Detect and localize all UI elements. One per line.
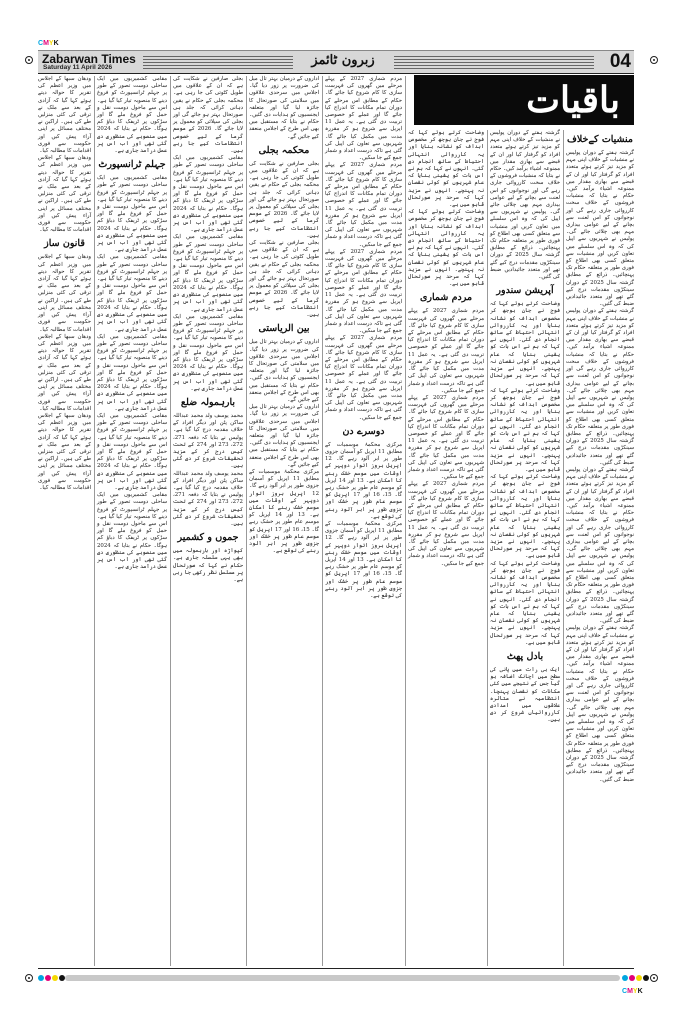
gray-color-bar [65, 975, 620, 981]
page-number: 04 [609, 51, 631, 72]
article-body: مقامی کشمیریوں میں ایک ساحلی دوست تصور کے طور پر جہلم ٹرانسپورٹ کو فروغ دینے کا منصوبہ تیار کیا گیا ہے۔ اس سے ماحول دوست نقل و حمل کو فروغ ملے گا اور سڑکوں پر ٹریفک کا دباؤ کم ہوگا۔ حکام نے بتایا کہ 2024 میں منصوبے کی منظوری دی گئی تھی اور اب اس پر عمل درآمد جاری ہے۔ [173, 234, 243, 313]
article-heading: بارہمولہ ضلع [180, 396, 236, 408]
article-column [249, 76, 319, 555]
article-heading: مردم شماری [419, 292, 473, 304]
article-body: ودھان سبھا کے اجلاس میں وزیر اعظم کی تقریر کا حوالہ دیتے ہوئے کہا گیا کہ آزادی کے بعد سے ملک نے ترقی کی کئی منزلیں طے کی ہیں۔ اراکین نے مختلف مسائل پر اپنی آراء پیش کیں اور حکومت سے فوری اقدامات کا مطالبہ کیا۔ [38, 333, 91, 412]
article-heading: دوسرے دن [342, 425, 385, 437]
color-swatch-cyan [622, 975, 628, 981]
article-body: ودھان سبھا کے اجلاس میں وزیر اعظم کی تقریر کا حوالہ دیتے ہوئے کہا گیا کہ آزادی کے بعد سے ملک نے ترقی کی کئی منزلیں طے کی ہیں۔ اراکین نے مختلف مسائل پر اپنی آراء پیش کیں اور حکومت سے فوری اقدامات کا مطالبہ کیا۔ [38, 412, 91, 491]
registration-mark-bottom-left [25, 974, 33, 982]
article-body: ودھان سبھا کے اجلاس میں وزیر اعظم کی تقریر کا حوالہ دیتے ہوئے کہا گیا کہ آزادی کے بعد سے ملک نے ترقی کی کئی منزلیں طے کی ہیں۔ اراکین نے مختلف مسائل پر اپنی آراء پیش کیں اور حکومت سے فوری اقدامات کا مطالبہ کیا۔ [38, 254, 91, 333]
article-body: ایک ہی رات میں پانی کی سطح میں اچانک اضافہ ہو گیا جس کے نتیجے میں کئی مکانات کو نقصان پہنچا۔ انتظامیہ نے متاثرہ علاقوں میں امدادی کارروائیاں شروع کر دی ہیں۔ [490, 667, 560, 724]
color-swatch-black [643, 975, 649, 981]
article-heading: بادل پھٹ [506, 651, 544, 663]
cmyk-k: K [53, 40, 59, 47]
cmyk-k: K [637, 988, 643, 995]
article-body: مردم شماری 2027 کے پہلے مرحلے میں گھروں کی فہرست سازی کا کام شروع کیا جائے گا۔ حکام کے مطابق اس مرحلے کے دوران تمام مکانات کا اندراج کیا جائے گا اور عملے کو خصوصی تربیت دی گئی ہے۔ یہ عمل 11 اپریل سے شروع ہو کر مقررہ مدت میں مکمل کیا جائے گا۔ شہریوں سے تعاون کی اپیل کی گئی ہے تاکہ درست اعداد و شمار جمع کیے جا سکیں۔ [325, 248, 402, 335]
article-column [173, 76, 243, 584]
article-body: مردم شماری 2027 کے پہلے مرحلے میں گھروں کی فہرست سازی کا کام شروع کیا جائے گا۔ حکام کے مطابق اس مرحلے کے دوران تمام مکانات کا اندراج کیا جائے گا اور عملے کو خصوصی تربیت دی گئی ہے۔ یہ عمل 11 اپریل سے شروع ہو کر مقررہ مدت میں مکمل کیا جائے گا۔ شہریوں سے تعاون کی اپیل کی گئی ہے تاکہ درست اعداد و شمار جمع کیے جا سکیں۔ [408, 308, 484, 394]
article-body: بجلی صارفین نے شکایت کی ہے کہ ان کے علاقوں میں طویل کٹوتی کی جا رہی ہے۔ محکمہ بجلی کے حکام نے یقین دہانی کرائی کہ جلد ہی صورتحال بہتر ہو جائے گی اور بجلی کی سپلائی کو معمول پر لایا جائے گا۔ 2026 کے موسم گرما کے لیے خصوصی انتظامات کیے جا رہے ہیں۔ [249, 160, 319, 239]
registration-mark-top-right [650, 56, 658, 64]
article-body: وضاحت کرتے ہوئے کہا کہ فوج نے جان بوجھ کر مخصوص اہداف کو نشانہ بنایا اور یہ کارروائی انتہائی احتیاط کے ساتھ انجام دی گئی۔ انہوں نے کہا کہ ہم نے اس بات کو یقینی بنایا کہ عام شہریوں کو کوئی نقصان نہ پہنچے۔ انہوں نے مزید کہا کہ سرحد پر صورتحال قابو میں ہے۔ [408, 209, 484, 288]
article-body: ودھان سبھا کے اجلاس میں وزیر اعظم کی تقریر کا حوالہ دیتے ہوئے کہا گیا کہ آزادی کے بعد سے ملک نے ترقی کی کئی منزلیں طے کی ہیں۔ اراکین نے مختلف مسائل پر اپنی آراء پیش کیں اور حکومت سے فوری اقدامات کا مطالبہ کیا۔ [38, 76, 91, 155]
column-divider [563, 130, 564, 966]
article-body: وضاحت کرتے ہوئے کہا کہ فوج نے جان بوجھ کر مخصوص اہداف کو نشانہ بنایا اور یہ کارروائی انتہائی احتیاط کے ساتھ انجام دی گئی۔ انہوں نے کہا کہ ہم نے اس بات کو یقینی بنایا کہ عام شہریوں کو کوئی نقصان نہ پہنچے۔ انہوں نے مزید کہا کہ سرحد پر صورتحال قابو میں ہے۔ [490, 560, 560, 646]
article-heading: جہلم ٹرانسپورٹ [98, 159, 166, 171]
article-heading: محکمہ بجلی [258, 144, 310, 156]
article-body: بجلی صارفین نے شکایت کی ہے کہ ان کے علاقوں میں طویل کٹوتی کی جا رہی ہے۔ محکمہ بجلی کے حکام نے یقین دہانی کرائی کہ جلد ہی صورتحال بہتر ہو جائے گی اور بجلی کی سپلائی کو معمول پر لایا جائے گا۔ 2026 کے موسم گرما کے لیے خصوصی انتظامات کیے جا رہے ہیں۔ [173, 76, 243, 155]
article-body: مرکزی محکمۂ موسمیات کے مطابق 11 اپریل کو آسمان جزوی طور پر ابر آلود رہے گا۔ 12 اپریل بروز اتوار دوپہر کے اوقات میں موسم خشک رہنے کا امکان ہے۔ 13 اور 14 اپریل کو موسم عام طور پر خشک رہے گا۔ 15، 16 اور 17 اپریل کو موسم عام طور پر خشک اور جزوی طور پر ابر آلود رہنے کی توقع ہے۔ [325, 520, 402, 600]
cmyk-c: C [38, 40, 44, 47]
cmyk-m: M [627, 988, 633, 995]
column-divider [170, 76, 171, 966]
brand-name: Zabarwan Times [42, 52, 136, 66]
decorative-lines-left [143, 56, 293, 70]
footer-rule [38, 968, 634, 969]
article-body: مردم شماری 2027 کے پہلے مرحلے میں گھروں کی فہرست سازی کا کام شروع کیا جائے گا۔ حکام کے مطابق اس مرحلے کے دوران تمام مکانات کا اندراج کیا جائے گا اور عملے کو خصوصی تربیت دی گئی ہے۔ یہ عمل 11 اپریل سے شروع ہو کر مقررہ مدت میں مکمل کیا جائے گا۔ شہریوں سے تعاون کی اپیل کی گئی ہے تاکہ درست اعداد و شمار جمع کیے جا سکیں۔ [325, 335, 402, 421]
article-body: وضاحت کرتے ہوئے کہا کہ فوج نے جان بوجھ کر مخصوص اہداف کو نشانہ بنایا اور یہ کارروائی انتہائی احتیاط کے ساتھ انجام دی گئی۔ انہوں نے کہا کہ ہم نے اس بات کو یقینی بنایا کہ عام شہریوں کو کوئی نقصان نہ پہنچے۔ انہوں نے مزید کہا کہ سرحد پر صورتحال قابو میں ہے۔ [490, 301, 560, 387]
article-body: اداروں کے درمیان بہتر تال میل کی ضرورت پر زور دیا گیا۔ اجلاس میں سرحدی علاقوں میں سلامتی کی صورتحال کا جائزہ لیا گیا اور متعلقہ ایجنسیوں کو ہدایات دی گئیں۔ حکام نے بتایا کہ مستقبل میں بھی اس طرح کے اجلاس منعقد کیے جائیں گے۔ [249, 76, 319, 140]
article-body: گرشتہ ہفتے کے دوران پولیس نے منشیات کے خلاف اپنی مہم کو مزید تیز کرتے ہوئے متعدد افراد کو گرفتار کیا اور ان کے قبضے سے بھاری مقدار میں ممنوعہ اشیاء برآمد کیں۔ حکام نے بتایا کہ منشیات فروشوں کے خلاف سخت کارروائی جاری رہے گی اور نوجوانوں کو اس لعنت سے بچانے کے لیے عوامی بیداری مہم بھی چلائی جائے گی۔ پولیس نے شہریوں سے اپیل کی کہ وہ اس سلسلے میں تعاون کریں اور منشیات سے متعلق کسی بھی اطلاع کو فوری طور پر متعلقہ حکام تک پہنچائیں۔ ذرائع کے مطابق گزشتہ سال 2025 کے دوران سینکڑوں مقدمات درج کیے گئے تھے اور متعدد جائیدادیں ضبط کی گئیں۔ [566, 466, 634, 625]
article-body: مرکزی محکمۂ موسمیات کے مطابق 11 اپریل کو آسمان جزوی طور پر ابر آلود رہے گا۔ 12 اپریل بروز اتوار دوپہر کے اوقات میں موسم خشک رہنے کا امکان ہے۔ 13 اور 14 اپریل کو موسم عام طور پر خشک رہے گا۔ 15، 16 اور 17 اپریل کو موسم عام طور پر خشک اور جزوی طور پر ابر آلود رہنے کی توقع ہے۔ [249, 468, 319, 555]
cmyk-label-top [38, 40, 59, 47]
color-swatch-magenta [45, 975, 51, 981]
article-body: مقامی کشمیریوں میں ایک ساحلی دوست تصور کے طور پر جہلم ٹرانسپورٹ کو فروغ دینے کا منصوبہ تیار کیا گیا ہے۔ اس سے ماحول دوست نقل و حمل کو فروغ ملے گا اور سڑکوں پر ٹریفک کا دباؤ کم ہوگا۔ حکام نے بتایا کہ 2024 میں منصوبے کی منظوری دی گئی تھی اور اب اس پر عمل درآمد جاری ہے۔ [97, 175, 167, 254]
column-divider [322, 76, 323, 966]
article-body: مردم شماری 2027 کے پہلے مرحلے میں گھروں کی فہرست سازی کا کام شروع کیا جائے گا۔ حکام کے مطابق اس مرحلے کے دوران تمام مکانات کا اندراج کیا جائے گا اور عملے کو خصوصی تربیت دی گئی ہے۔ یہ عمل 11 اپریل سے شروع ہو کر مقررہ مدت میں مکمل کیا جائے گا۔ شہریوں سے تعاون کی اپیل کی گئی ہے تاکہ درست اعداد و شمار جمع کیے جا سکیں۔ [325, 76, 402, 162]
cmyk-m: M [43, 40, 49, 47]
color-swatch-cyan [38, 975, 44, 981]
article-body: مقامی کشمیریوں میں ایک ساحلی دوست تصور کے طور پر جہلم ٹرانسپورٹ کو فروغ دینے کا منصوبہ تیار کیا گیا ہے۔ اس سے ماحول دوست نقل و حمل کو فروغ ملے گا اور سڑکوں پر ٹریفک کا دباؤ کم ہوگا۔ حکام نے بتایا کہ 2024 میں منصوبے کی منظوری دی گئی تھی اور اب اس پر عمل درآمد جاری ہے۔ [173, 155, 243, 234]
article-body: مقامی کشمیریوں میں ایک ساحلی دوست تصور کے طور پر جہلم ٹرانسپورٹ کو فروغ دینے کا منصوبہ تیار کیا گیا ہے۔ اس سے ماحول دوست نقل و حمل کو فروغ ملے گا اور سڑکوں پر ٹریفک کا دباؤ کم ہوگا۔ حکام نے بتایا کہ 2024 میں منصوبے کی منظوری دی گئی تھی اور اب اس پر عمل درآمد جاری ہے۔ [97, 492, 167, 571]
decorative-lines-right [394, 56, 594, 70]
registration-mark-bottom-right [650, 974, 658, 982]
column-divider [487, 130, 488, 966]
article-body: ودھان سبھا کے اجلاس میں وزیر اعظم کی تقریر کا حوالہ دیتے ہوئے کہا گیا کہ آزادی کے بعد سے ملک نے ترقی کی کئی منزلیں طے کی ہیں۔ اراکین نے مختلف مسائل پر اپنی آراء پیش کیں اور حکومت سے فوری اقدامات کا مطالبہ کیا۔ [38, 155, 91, 234]
issue-date: Saturday 11 April 2026 [43, 64, 113, 71]
masthead [38, 50, 634, 73]
color-swatch-magenta [629, 975, 635, 981]
article-body: مقامی کشمیریوں میں ایک ساحلی دوست تصور کے طور پر جہلم ٹرانسپورٹ کو فروغ دینے کا منصوبہ تیار کیا گیا ہے۔ اس سے ماحول دوست نقل و حمل کو فروغ ملے گا اور سڑکوں پر ٹریفک کا دباؤ کم ہوگا۔ حکام نے بتایا کہ 2024 میں منصوبے کی منظوری دی گئی تھی اور اب اس پر عمل درآمد جاری ہے۔ [97, 412, 167, 491]
header-rule [38, 73, 634, 74]
article-column [325, 76, 402, 600]
article-body: وضاحت کرتے ہوئے کہا کہ فوج نے جان بوجھ کر مخصوص اہداف کو نشانہ بنایا اور یہ کارروائی انتہائی احتیاط کے ساتھ انجام دی گئی۔ انہوں نے کہا کہ ہم نے اس بات کو یقینی بنایا کہ عام شہریوں کو کوئی نقصان نہ پہنچے۔ انہوں نے مزید کہا کہ سرحد پر صورتحال قابو میں ہے۔ [490, 387, 560, 473]
article-body: مردم شماری 2027 کے پہلے مرحلے میں گھروں کی فہرست سازی کا کام شروع کیا جائے گا۔ حکام کے مطابق اس مرحلے کے دوران تمام مکانات کا اندراج کیا جائے گا اور عملے کو خصوصی تربیت دی گئی ہے۔ یہ عمل 11 اپریل سے شروع ہو کر مقررہ مدت میں مکمل کیا جائے گا۔ شہریوں سے تعاون کی اپیل کی گئی ہے تاکہ درست اعداد و شمار جمع کیے جا سکیں۔ [325, 162, 402, 248]
cmyk-y: Y [48, 40, 54, 47]
article-body: مردم شماری 2027 کے پہلے مرحلے میں گھروں کی فہرست سازی کا کام شروع کیا جائے گا۔ حکام کے مطابق اس مرحلے کے دوران تمام مکانات کا اندراج کیا جائے گا اور عملے کو خصوصی تربیت دی گئی ہے۔ یہ عمل 11 اپریل سے شروع ہو کر مقررہ مدت میں مکمل کیا جائے گا۔ شہریوں سے تعاون کی اپیل کی گئی ہے تاکہ درست اعداد و شمار جمع کیے جا سکیں۔ [408, 394, 484, 481]
column-divider [246, 76, 247, 966]
article-body: کپواڑہ اور بارہمولہ میں بھی یہی سلسلہ جاری ہے۔ حکام نے کہا کہ صورتحال پر مسلسل نظر رکھی جا رہی ہے۔ [173, 548, 243, 583]
cmyk-label-bottom [622, 988, 643, 995]
article-column [38, 76, 91, 492]
article-column [97, 76, 167, 571]
registration-mark-top-left [25, 56, 33, 64]
column-divider [405, 76, 406, 966]
article-body: محمد یوسف ولد محمد عبداللہ ساکن پٹن اور دیگر افراد کے خلاف مقدمہ درج کیا گیا ہے۔ پولیس نے بتایا کہ دفعہ 271، 272، 273 اور 274 کے تحت کیس درج کر کے مزید تحقیقات شروع کر دی گئی ہیں۔ [173, 470, 243, 527]
article-heading: بین الریاستی [258, 323, 310, 335]
article-body: مردم شماری 2027 کے پہلے مرحلے میں گھروں کی فہرست سازی کا کام شروع کیا جائے گا۔ حکام کے مطابق اس مرحلے کے دوران تمام مکانات کا اندراج کیا جائے گا اور عملے کو خصوصی تربیت دی گئی ہے۔ یہ عمل 11 اپریل سے شروع ہو کر مقررہ مدت میں مکمل کیا جائے گا۔ شہریوں سے تعاون کی اپیل کی گئی ہے تاکہ درست اعداد و شمار جمع کیے جا سکیں۔ [408, 481, 484, 567]
article-heading: منشیات کےخلاف [567, 134, 633, 145]
article-body: اداروں کے درمیان بہتر تال میل کی ضرورت پر زور دیا گیا۔ اجلاس میں سرحدی علاقوں میں سلامتی کی صورتحال کا جائزہ لیا گیا اور متعلقہ ایجنسیوں کو ہدایات دی گئیں۔ حکام نے بتایا کہ مستقبل میں بھی اس طرح کے اجلاس منعقد کیے جائیں گے۔ [249, 339, 319, 403]
article-body: گرشتہ ہفتے کے دوران پولیس نے منشیات کے خلاف اپنی مہم کو مزید تیز کرتے ہوئے متعدد افراد کو گرفتار کیا اور ان کے قبضے سے بھاری مقدار میں ممنوعہ اشیاء برآمد کیں۔ حکام نے بتایا کہ منشیات فروشوں کے خلاف سخت کارروائی جاری رہے گی اور نوجوانوں کو اس لعنت سے بچانے کے لیے عوامی بیداری مہم بھی چلائی جائے گی۔ پولیس نے شہریوں سے اپیل کی کہ وہ اس سلسلے میں تعاون کریں اور منشیات سے متعلق کسی بھی اطلاع کو فوری طور پر متعلقہ حکام تک پہنچائیں۔ ذرائع کے مطابق گزشتہ سال 2025 کے دوران سینکڑوں مقدمات درج کیے گئے تھے اور متعدد جائیدادیں ضبط کی گئیں۔ [566, 308, 634, 466]
article-column [408, 130, 484, 568]
cmyk-y: Y [632, 988, 638, 995]
article-body: گرشتہ ہفتے کے دوران پولیس نے منشیات کے خلاف اپنی مہم کو مزید تیز کرتے ہوئے متعدد افراد کو گرفتار کیا اور ان کے قبضے سے بھاری مقدار میں ممنوعہ اشیاء برآمد کیں۔ حکام نے بتایا کہ منشیات فروشوں کے خلاف سخت کارروائی جاری رہے گی اور نوجوانوں کو اس لعنت سے بچانے کے لیے عوامی بیداری مہم بھی چلائی جائے گی۔ پولیس نے شہریوں سے اپیل کی کہ وہ اس سلسلے میں تعاون کریں اور منشیات سے متعلق کسی بھی اطلاع کو فوری طور پر متعلقہ حکام تک پہنچائیں۔ ذرائع کے مطابق گزشتہ سال 2025 کے دوران سینکڑوں مقدمات درج کیے گئے تھے اور متعدد جائیدادیں ضبط کی گئیں۔ [566, 150, 634, 308]
color-swatch-yellow [636, 975, 642, 981]
article-body: محمد یوسف ولد محمد عبداللہ ساکن پٹن اور دیگر افراد کے خلاف مقدمہ درج کیا گیا ہے۔ پولیس نے بتایا کہ دفعہ 271، 272، 273 اور 274 کے تحت کیس درج کر کے مزید تحقیقات شروع کر دی گئی ہیں۔ [173, 412, 243, 470]
article-body: مقامی کشمیریوں میں ایک ساحلی دوست تصور کے طور پر جہلم ٹرانسپورٹ کو فروغ دینے کا منصوبہ تیار کیا گیا ہے۔ اس سے ماحول دوست نقل و حمل کو فروغ ملے گا اور سڑکوں پر ٹریفک کا دباؤ کم ہوگا۔ حکام نے بتایا کہ 2024 میں منصوبے کی منظوری دی گئی تھی اور اب اس پر عمل درآمد جاری ہے۔ [97, 76, 167, 155]
article-column [566, 130, 634, 784]
article-column [490, 130, 560, 725]
article-body: مقامی کشمیریوں میں ایک ساحلی دوست تصور کے طور پر جہلم ٹرانسپورٹ کو فروغ دینے کا منصوبہ تیار کیا گیا ہے۔ اس سے ماحول دوست نقل و حمل کو فروغ ملے گا اور سڑکوں پر ٹریفک کا دباؤ کم ہوگا۔ حکام نے بتایا کہ 2024 میں منصوبے کی منظوری دی گئی تھی اور اب اس پر عمل درآمد جاری ہے۔ [97, 333, 167, 412]
article-body: بجلی صارفین نے شکایت کی ہے کہ ان کے علاقوں میں طویل کٹوتی کی جا رہی ہے۔ محکمہ بجلی کے حکام نے یقین دہانی کرائی کہ جلد ہی صورتحال بہتر ہو جائے گی اور بجلی کی سپلائی کو معمول پر لایا جائے گا۔ 2026 کے موسم گرما کے لیے خصوصی انتظامات کیے جا رہے ہیں۔ [249, 240, 319, 319]
article-body: گرشتہ ہفتے کے دوران پولیس نے منشیات کے خلاف اپنی مہم کو مزید تیز کرتے ہوئے متعدد افراد کو گرفتار کیا اور ان کے قبضے سے بھاری مقدار میں ممنوعہ اشیاء برآمد کیں۔ حکام نے بتایا کہ منشیات فروشوں کے خلاف سخت کارروائی جاری رہے گی اور نوجوانوں کو اس لعنت سے بچانے کے لیے عوامی بیداری مہم بھی چلائی جائے گی۔ پولیس نے شہریوں سے اپیل کی کہ وہ اس سلسلے میں تعاون کریں اور منشیات سے متعلق کسی بھی اطلاع کو فوری طور پر متعلقہ حکام تک پہنچائیں۔ ذرائع کے مطابق گزشتہ سال 2025 کے دوران سینکڑوں مقدمات درج کیے گئے تھے اور متعدد جائیدادیں ضبط کی گئیں۔ [490, 130, 560, 281]
cmyk-c: C [622, 988, 628, 995]
article-body: مقامی کشمیریوں میں ایک ساحلی دوست تصور کے طور پر جہلم ٹرانسپورٹ کو فروغ دینے کا منصوبہ تیار کیا گیا ہے۔ اس سے ماحول دوست نقل و حمل کو فروغ ملے گا اور سڑکوں پر ٹریفک کا دباؤ کم ہوگا۔ حکام نے بتایا کہ 2024 میں منصوبے کی منظوری دی گئی تھی اور اب اس پر عمل درآمد جاری ہے۔ [97, 254, 167, 333]
article-heading: آپریشن سندور [496, 285, 554, 297]
column-divider [94, 76, 95, 966]
article-body: گرشتہ ہفتے کے دوران پولیس نے منشیات کے خلاف اپنی مہم کو مزید تیز کرتے ہوئے متعدد افراد کو گرفتار کیا اور ان کے قبضے سے بھاری مقدار میں ممنوعہ اشیاء برآمد کیں۔ حکام نے بتایا کہ منشیات فروشوں کے خلاف سخت کارروائی جاری رہے گی اور نوجوانوں کو اس لعنت سے بچانے کے لیے عوامی بیداری مہم بھی چلائی جائے گی۔ پولیس نے شہریوں سے اپیل کی کہ وہ اس سلسلے میں تعاون کریں اور منشیات سے متعلق کسی بھی اطلاع کو فوری طور پر متعلقہ حکام تک پہنچائیں۔ ذرائع کے مطابق گزشتہ سال 2025 کے دوران سینکڑوں مقدمات درج کیے گئے تھے اور متعدد جائیدادیں ضبط کی گئیں۔ [566, 625, 634, 783]
article-body: وضاحت کرتے ہوئے کہا کہ فوج نے جان بوجھ کر مخصوص اہداف کو نشانہ بنایا اور یہ کارروائی انتہائی احتیاط کے ساتھ انجام دی گئی۔ انہوں نے کہا کہ ہم نے اس بات کو یقینی بنایا کہ عام شہریوں کو کوئی نقصان نہ پہنچے۔ انہوں نے مزید کہا کہ سرحد پر صورتحال قابو میں ہے۔ [490, 474, 560, 560]
article-body: مرکزی محکمۂ موسمیات کے مطابق 11 اپریل کو آسمان جزوی طور پر ابر آلود رہے گا۔ 12 اپریل بروز اتوار دوپہر کے اوقات میں موسم خشک رہنے کا امکان ہے۔ 13 اور 14 اپریل کو موسم عام طور پر خشک رہے گا۔ 15، 16 اور 17 اپریل کو موسم عام طور پر خشک اور جزوی طور پر ابر آلود رہنے کی توقع ہے۔ [325, 441, 402, 520]
article-body: وضاحت کرتے ہوئے کہا کہ فوج نے جان بوجھ کر مخصوص اہداف کو نشانہ بنایا اور یہ کارروائی انتہائی احتیاط کے ساتھ انجام دی گئی۔ انہوں نے کہا کہ ہم نے اس بات کو یقینی بنایا کہ عام شہریوں کو کوئی نقصان نہ پہنچے۔ انہوں نے مزید کہا کہ سرحد پر صورتحال قابو میں ہے۔ [408, 130, 484, 209]
article-heading: قانون ساز [44, 238, 85, 250]
article-body: مقامی کشمیریوں میں ایک ساحلی دوست تصور کے طور پر جہلم ٹرانسپورٹ کو فروغ دینے کا منصوبہ تیار کیا گیا ہے۔ اس سے ماحول دوست نقل و حمل کو فروغ ملے گا اور سڑکوں پر ٹریفک کا دباؤ کم ہوگا۔ حکام نے بتایا کہ 2024 میں منصوبے کی منظوری دی گئی تھی اور اب اس پر عمل درآمد جاری ہے۔ [173, 313, 243, 392]
color-swatch-yellow [52, 975, 58, 981]
section-title: باقیات [526, 79, 620, 121]
article-body: اداروں کے درمیان بہتر تال میل کی ضرورت پر زور دیا گیا۔ اجلاس میں سرحدی علاقوں میں سلامتی کی صورتحال کا جائزہ لیا گیا اور متعلقہ ایجنسیوں کو ہدایات دی گئیں۔ حکام نے بتایا کہ مستقبل میں بھی اس طرح کے اجلاس منعقد کیے جائیں گے۔ [249, 404, 319, 468]
urdu-logo: زبرون ٹائمز [311, 53, 375, 68]
article-heading: جموں و کشمیر [177, 532, 239, 544]
section-banner [414, 75, 634, 125]
